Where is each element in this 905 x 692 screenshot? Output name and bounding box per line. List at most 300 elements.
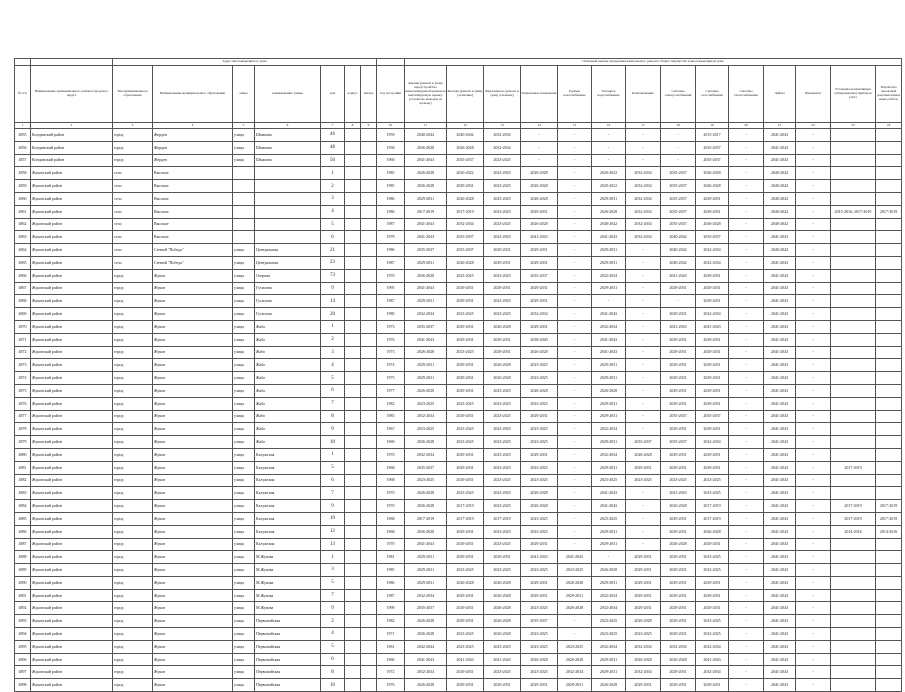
table-cell xyxy=(361,308,377,321)
table-cell: 2029-2031 xyxy=(626,461,661,474)
table-cell: - xyxy=(796,653,831,666)
table-cell: - xyxy=(796,640,831,653)
table-cell: 1 xyxy=(321,448,345,461)
table-cell: 2041-2043 xyxy=(764,538,796,551)
table-cell: 14 xyxy=(321,295,345,308)
table-cell: 2032-2034 xyxy=(447,218,484,231)
table-cell: 2026-2028 xyxy=(484,359,521,372)
table-cell: город xyxy=(113,372,153,385)
table-cell: 2029-2031 xyxy=(521,448,558,461)
table-cell: 2023-2025 xyxy=(484,231,521,244)
table-cell: 2041-2043 xyxy=(764,282,796,295)
table-cell xyxy=(361,448,377,461)
table-cell: Жабо xyxy=(255,320,321,333)
table-cell: 2041-2043 xyxy=(764,666,796,679)
table-cell: - xyxy=(626,538,661,551)
table-cell: улица xyxy=(233,474,255,487)
table-cell: 2029-2031 xyxy=(447,589,484,602)
table-cell: 2026-2028 xyxy=(592,564,626,577)
table-cell xyxy=(831,448,876,461)
table-cell: 4894 xyxy=(15,628,31,641)
table-cell: - xyxy=(796,564,831,577)
table-cell xyxy=(345,628,361,641)
table-cell: - xyxy=(796,461,831,474)
table-cell: улица xyxy=(233,282,255,295)
table-cell: 2041-2043 xyxy=(592,346,626,359)
table-cell: улица xyxy=(233,564,255,577)
table-cell: 2035-2037 xyxy=(696,154,729,167)
table-cell: 2017-2019 xyxy=(876,512,902,525)
table-cell: 4869 xyxy=(15,308,31,321)
table-cell: Жердев xyxy=(153,154,233,167)
table-cell: 2035-2037 xyxy=(405,602,447,615)
table-row xyxy=(15,295,902,308)
table-cell xyxy=(361,666,377,679)
table-cell xyxy=(233,218,255,231)
table-cell: Жуковский район xyxy=(31,231,113,244)
table-cell: улица xyxy=(233,589,255,602)
table-cell xyxy=(876,333,902,346)
table-cell: Жуков xyxy=(153,487,233,500)
table-row xyxy=(15,615,902,628)
table-cell xyxy=(876,359,902,372)
table-cell: 2026-2028 xyxy=(521,487,558,500)
table-cell: улица xyxy=(233,384,255,397)
table-row xyxy=(15,436,902,449)
table-cell xyxy=(876,410,902,423)
table-cell: 2029-2031 xyxy=(447,461,484,474)
table-cell: 2023-2025 xyxy=(521,474,558,487)
table-cell xyxy=(831,628,876,641)
table-cell: 4 xyxy=(321,628,345,641)
table-cell: Калужская xyxy=(255,487,321,500)
table-cell: - xyxy=(796,269,831,282)
table-cell: - xyxy=(796,436,831,449)
table-cell: - xyxy=(558,372,592,385)
column-header: Холодное водоснабжение xyxy=(592,66,626,123)
table-cell: 2041-2043 xyxy=(696,653,729,666)
table-cell xyxy=(876,129,902,142)
table-cell: 2041-2043 xyxy=(764,308,796,321)
table-cell xyxy=(831,589,876,602)
table-cell: 2032-2034 xyxy=(661,640,696,653)
table-cell: - xyxy=(729,576,764,589)
table-cell: М.Жукова xyxy=(255,564,321,577)
table-cell xyxy=(345,244,361,257)
table-cell: 2040-2042 xyxy=(405,129,447,142)
table-cell: Жуковский район xyxy=(31,640,113,653)
table-cell: 4883 xyxy=(15,487,31,500)
table-cell: 4890 xyxy=(15,576,31,589)
table-cell: 2029-2031 xyxy=(592,192,626,205)
table-cell xyxy=(831,423,876,436)
table-cell xyxy=(831,269,876,282)
table-cell: 4855 xyxy=(15,129,31,142)
table-cell: 2029-2031 xyxy=(626,602,661,615)
table-cell: 2020-2022 xyxy=(592,167,626,180)
table-cell xyxy=(233,180,255,193)
table-cell: - xyxy=(729,397,764,410)
table-cell xyxy=(361,180,377,193)
table-cell: город xyxy=(113,295,153,308)
table-cell: - xyxy=(796,154,831,167)
table-cell: 2023-2025 xyxy=(696,615,729,628)
table-cell xyxy=(876,180,902,193)
table-cell: Жуковский район xyxy=(31,538,113,551)
table-cell: улица xyxy=(233,640,255,653)
table-cell: 2032-2034 xyxy=(592,640,626,653)
table-cell: улица xyxy=(233,320,255,333)
table-cell: - xyxy=(558,154,592,167)
table-cell: Жуковский район xyxy=(31,423,113,436)
table-cell: 1975 xyxy=(377,372,405,385)
table-cell xyxy=(361,679,377,692)
table-cell: Жуковский район xyxy=(31,564,113,577)
table-cell: - xyxy=(729,333,764,346)
table-cell: Жуковский район xyxy=(31,512,113,525)
group-header-address: Адрес многоквартирного дома xyxy=(113,59,377,66)
table-cell: 2023-2025 xyxy=(405,474,447,487)
table-cell xyxy=(831,640,876,653)
table-cell: 1985 xyxy=(377,410,405,423)
table-cell xyxy=(876,423,902,436)
table-cell: 2029-2031 xyxy=(521,589,558,602)
table-cell: 2041-2043 xyxy=(764,448,796,461)
table-cell: 1971 xyxy=(377,628,405,641)
table-cell xyxy=(361,205,377,218)
table-cell: 3 xyxy=(321,564,345,577)
table-cell: - xyxy=(796,615,831,628)
table-cell: - xyxy=(592,141,626,154)
table-cell xyxy=(255,218,321,231)
table-cell: 2041-2043 xyxy=(764,512,796,525)
table-cell xyxy=(345,564,361,577)
table-cell: 3 xyxy=(321,192,345,205)
table-cell: 2029-2031 xyxy=(661,384,696,397)
table-cell: 2026-2028 xyxy=(405,500,447,513)
table-cell: 2041-2043 xyxy=(405,282,447,295)
column-header: Наименование муниципального образования xyxy=(153,66,233,123)
table-row xyxy=(15,564,902,577)
table-cell: Жуков xyxy=(153,410,233,423)
table-cell: 1987 xyxy=(377,295,405,308)
table-row xyxy=(15,487,902,500)
table-cell xyxy=(345,180,361,193)
table-cell: 2032-2034 xyxy=(696,436,729,449)
table-cell: 2026-2028 xyxy=(521,218,558,231)
table-cell: 2023-2025 xyxy=(484,167,521,180)
table-cell: город xyxy=(113,461,153,474)
table-cell: - xyxy=(558,180,592,193)
table-cell: 4896 xyxy=(15,653,31,666)
table-cell: 2035-2037 xyxy=(405,244,447,257)
table-cell xyxy=(831,295,876,308)
table-cell: 2035-2037 xyxy=(447,154,484,167)
table-cell: - xyxy=(558,474,592,487)
table-cell: 4897 xyxy=(15,666,31,679)
table-cell xyxy=(361,359,377,372)
table-cell: город xyxy=(113,653,153,666)
table-cell: 4877 xyxy=(15,410,31,423)
table-cell: город xyxy=(113,487,153,500)
table-cell: 2029-2031 xyxy=(558,679,592,692)
table-cell: 2040-2042 xyxy=(764,205,796,218)
table-cell: 21 xyxy=(321,244,345,257)
table-cell: Жуков xyxy=(153,320,233,333)
table-cell: - xyxy=(558,295,592,308)
table-cell: - xyxy=(558,244,592,257)
table-cell: 2029-2031 xyxy=(661,333,696,346)
column-number: 7 xyxy=(321,123,345,129)
table-cell: 2026-2028 xyxy=(405,384,447,397)
table-cell xyxy=(831,129,876,142)
table-cell xyxy=(831,244,876,257)
table-cell xyxy=(361,320,377,333)
table-cell: село xyxy=(113,180,153,193)
table-cell: 2041-2043 xyxy=(592,500,626,513)
table-cell: 20 xyxy=(321,308,345,321)
table-cell: улица xyxy=(233,372,255,385)
table-cell: улица xyxy=(233,129,255,142)
table-cell: - xyxy=(558,333,592,346)
table-cell: 2041-2043 xyxy=(405,333,447,346)
table-cell: 2026-2028 xyxy=(558,602,592,615)
table-cell: 2023-2025 xyxy=(405,423,447,436)
table-cell: 8 xyxy=(321,410,345,423)
table-cell: улица xyxy=(233,308,255,321)
table-cell xyxy=(345,474,361,487)
table-cell: - xyxy=(558,384,592,397)
table-cell: улица xyxy=(233,436,255,449)
table-cell: село xyxy=(113,256,153,269)
table-cell: 2026-2028 xyxy=(521,500,558,513)
table-cell: - xyxy=(729,384,764,397)
table-cell: - xyxy=(729,218,764,231)
table-cell: 2029-2031 xyxy=(447,384,484,397)
table-cell xyxy=(345,666,361,679)
table-cell xyxy=(361,640,377,653)
table-cell: - xyxy=(729,564,764,577)
table-cell: Жуковский район xyxy=(31,205,113,218)
table-cell: 6 xyxy=(321,384,345,397)
table-cell: - xyxy=(796,410,831,423)
table-cell xyxy=(255,180,321,193)
table-cell xyxy=(345,640,361,653)
table-cell: 2035-2037 xyxy=(521,269,558,282)
table-cell: Первомайская xyxy=(255,653,321,666)
table-cell xyxy=(345,589,361,602)
table-cell xyxy=(345,615,361,628)
table-cell: 2029-2031 xyxy=(696,576,729,589)
column-number: 19 xyxy=(696,123,729,129)
table-cell xyxy=(345,500,361,513)
table-cell: 2032-2034 xyxy=(696,308,729,321)
table-cell: 2023-2025 xyxy=(626,474,661,487)
table-cell: 2029-2031 xyxy=(405,551,447,564)
table-cell: 1973 xyxy=(377,346,405,359)
table-cell: 2029-2031 xyxy=(661,372,696,385)
table-cell: город xyxy=(113,282,153,295)
table-cell: 2026-2028 xyxy=(484,320,521,333)
table-cell xyxy=(876,551,902,564)
table-cell: 1970 xyxy=(377,269,405,282)
table-cell: 2041-2043 xyxy=(558,551,592,564)
table-cell xyxy=(831,436,876,449)
table-cell: 2029-2031 xyxy=(447,679,484,692)
table-cell: 2023-2025 xyxy=(484,308,521,321)
table-cell: Первомайская xyxy=(255,615,321,628)
table-cell: Шмакова xyxy=(255,129,321,142)
table-cell: 2029-2031 xyxy=(661,589,696,602)
table-cell: - xyxy=(626,512,661,525)
table-cell: 2023-2025 xyxy=(696,487,729,500)
table-cell: 2026-2028 xyxy=(696,525,729,538)
table-cell: 2023-2025 xyxy=(484,205,521,218)
table-cell: 2041-2043 xyxy=(764,525,796,538)
table-cell: - xyxy=(626,525,661,538)
table-cell: - xyxy=(729,461,764,474)
table-cell: Жуков xyxy=(153,512,233,525)
table-cell: Высокое xyxy=(153,167,233,180)
table-cell: Жуковский район xyxy=(31,666,113,679)
table-cell: 2029-2031 xyxy=(696,192,729,205)
table-cell: 2023-2025 xyxy=(484,269,521,282)
table-cell: 2026-2028 xyxy=(405,679,447,692)
table-cell: - xyxy=(796,346,831,359)
table-cell xyxy=(345,308,361,321)
table-cell: - xyxy=(729,269,764,282)
table-cell: 5 xyxy=(321,640,345,653)
table-cell xyxy=(876,640,902,653)
table-cell: 1 xyxy=(321,167,345,180)
table-cell xyxy=(345,205,361,218)
table-cell: 2029-2031 xyxy=(661,525,696,538)
table-cell: 2023-2025 xyxy=(447,308,484,321)
table-cell: 2029-2031 xyxy=(592,410,626,423)
table-cell: 2026-2028 xyxy=(484,576,521,589)
table-cell: 2041-2043 xyxy=(764,653,796,666)
column-header: Фасады (ремонт и (или) утепление) xyxy=(447,66,484,123)
table-cell: - xyxy=(592,129,626,142)
table-cell: 2029-2031 xyxy=(405,372,447,385)
table-cell xyxy=(831,551,876,564)
table-cell: 1985 xyxy=(377,167,405,180)
table-cell xyxy=(876,244,902,257)
table-cell xyxy=(876,436,902,449)
table-cell xyxy=(361,628,377,641)
column-number: 12 xyxy=(447,123,484,129)
table-cell: - xyxy=(796,282,831,295)
table-cell: - xyxy=(729,154,764,167)
table-cell xyxy=(876,615,902,628)
table-cell: - xyxy=(796,231,831,244)
column-header: Подвальные помещения xyxy=(521,66,558,123)
table-cell: 2032-2034 xyxy=(626,167,661,180)
table-cell: Жуковский район xyxy=(31,218,113,231)
table-cell: 2029-2031 xyxy=(521,205,558,218)
table-cell: город xyxy=(113,320,153,333)
table-cell xyxy=(876,666,902,679)
table-cell: 4864 xyxy=(15,244,31,257)
table-cell: 2041-2043 xyxy=(405,154,447,167)
table-cell: 1987 xyxy=(377,218,405,231)
table-cell: 4885 xyxy=(15,512,31,525)
table-cell: 2041-2043 xyxy=(764,461,796,474)
table-cell: Высокое xyxy=(153,180,233,193)
table-row xyxy=(15,231,902,244)
table-cell xyxy=(361,218,377,231)
table-cell: 2023-2025 xyxy=(521,602,558,615)
table-cell: 2029-2031 xyxy=(696,679,729,692)
column-number: 13 xyxy=(484,123,521,129)
table-cell: улица xyxy=(233,487,255,500)
table-cell: 2029-2031 xyxy=(626,576,661,589)
table-cell: 2029-2031 xyxy=(661,308,696,321)
table-cell xyxy=(345,448,361,461)
table-row xyxy=(15,256,902,269)
table-cell: 2023-2025 xyxy=(521,372,558,385)
table-cell: - xyxy=(558,205,592,218)
table-cell: - xyxy=(796,628,831,641)
table-cell: Жуков xyxy=(153,372,233,385)
table-cell: 2035-2037 xyxy=(405,461,447,474)
table-cell: - xyxy=(626,269,661,282)
table-cell: - xyxy=(729,487,764,500)
table-cell: - xyxy=(796,679,831,692)
table-cell xyxy=(361,154,377,167)
table-cell: Жуков xyxy=(153,474,233,487)
table-row xyxy=(15,308,902,321)
table-cell: 2029-2031 xyxy=(447,359,484,372)
table-cell: Жабо xyxy=(255,436,321,449)
table-cell: - xyxy=(796,666,831,679)
table-cell: Жуков xyxy=(153,436,233,449)
column-number: 20 xyxy=(729,123,764,129)
table-cell: 2032-2034 xyxy=(484,141,521,154)
table-cell: - xyxy=(729,423,764,436)
table-cell: - xyxy=(521,141,558,154)
table-cell: 2026-2028 xyxy=(405,269,447,282)
table-cell: 2026-2028 xyxy=(405,615,447,628)
table-cell: Жуковский район xyxy=(31,384,113,397)
table-cell: 2041-2043 xyxy=(592,231,626,244)
column-number: 10 xyxy=(377,123,405,129)
table-cell: 2029-2031 xyxy=(592,538,626,551)
table-cell: 2029-2031 xyxy=(447,180,484,193)
table-cell: Жабо xyxy=(255,397,321,410)
table-cell: 2023-2025 xyxy=(484,192,521,205)
table-cell xyxy=(831,256,876,269)
table-cell: Кондинский район xyxy=(31,141,113,154)
table-row xyxy=(15,500,902,513)
table-cell: 2041-2043 xyxy=(484,653,521,666)
table-cell xyxy=(831,372,876,385)
table-cell: город xyxy=(113,538,153,551)
table-cell: - xyxy=(626,154,661,167)
table-cell: - xyxy=(626,295,661,308)
table-cell xyxy=(345,167,361,180)
table-cell: 2040-2042 xyxy=(764,192,796,205)
table-cell: 1 xyxy=(321,320,345,333)
table-cell: Жуков xyxy=(153,525,233,538)
table-cell: город xyxy=(113,397,153,410)
table-cell: 1982 xyxy=(377,615,405,628)
table-row xyxy=(15,167,902,180)
table-cell xyxy=(876,628,902,641)
table-cell: 2023-2025 xyxy=(484,218,521,231)
table-cell xyxy=(876,461,902,474)
table-cell: - xyxy=(796,538,831,551)
